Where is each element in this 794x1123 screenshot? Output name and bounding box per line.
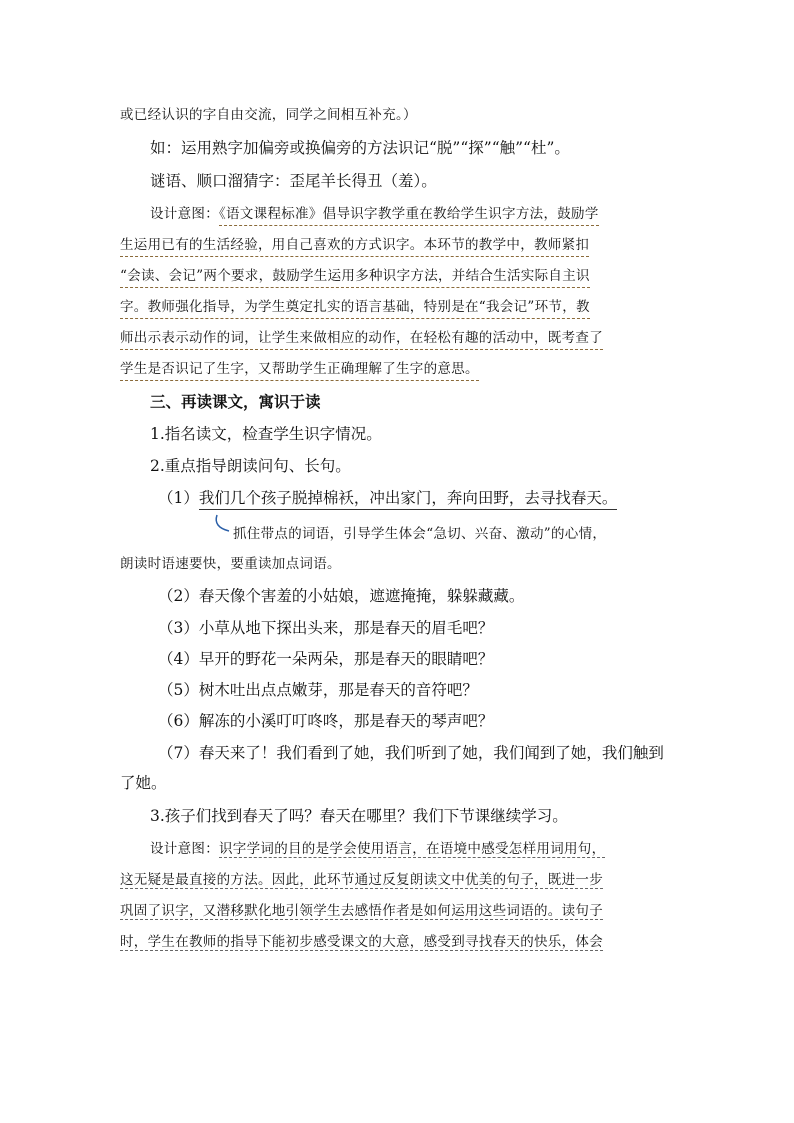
design-intent-line <box>120 296 590 318</box>
sentence-number: （1） <box>158 489 199 507</box>
annotation-line: 抓住带点的词语，引导学生体会“急切、兴奋、激动”的心情， <box>233 526 607 542</box>
text-line: 3.孩子们找到春天了吗？春天在哪里？我们下节课继续学习。 <box>150 807 568 825</box>
design-intent-line <box>120 869 603 891</box>
design-intent-line <box>120 265 590 287</box>
sentence-4: （4）早开的野花一朵两朵，那是春天的眼睛吧？ <box>158 650 494 668</box>
sentence-7-cont: 了她。 <box>120 774 167 792</box>
text-line: 1.指名读文，检查学生识字情况。 <box>150 425 382 443</box>
design-intent-text: 时，学生在教师的指导下能初步感受课文的大意，感受到寻找春天的快乐，体会 <box>120 934 603 950</box>
sentence-3: （3）小草从地下探出头来，那是春天的眉毛吧？ <box>158 619 494 637</box>
design-intent-label: 设计意图： <box>150 841 219 857</box>
design-intent-text: 《语文课程标准》倡导识字教学重在教给学生识字方法，鼓励学 <box>219 206 599 226</box>
text-line: 如：运用熟字加偏旁或换偏旁的方法识记“脱”“探”“触”“杜”。 <box>150 139 570 157</box>
section-heading: 三、再读课文，寓识于读 <box>150 392 321 411</box>
design-intent-text: 识字学词的目的是学会使用语言，在语境中感受怎样用词用句， <box>219 841 606 857</box>
design-intent-line <box>120 931 603 953</box>
sentence-1 <box>158 487 617 509</box>
design-intent-text: “会读、会记”两个要求，鼓励学生运用多种识字方法，并结合生活实际自主识 <box>120 268 590 288</box>
curved-bracket-icon <box>211 513 231 535</box>
design-intent-text: 巩固了识字，又潜移默化地引领学生去感悟作者是如何运用这些词语的。读句子 <box>120 903 603 919</box>
text-line: 2.重点指导朗读问句、长句。 <box>150 457 351 475</box>
text-line: 谜语、顺口溜猜字：歪尾羊长得丑（羞）。 <box>150 172 437 190</box>
design-intent-label: 设计意图： <box>150 206 219 222</box>
text-line: 或已经认识的字自由交流，同学之间相互补充。） <box>120 107 417 123</box>
design-intent-text: 学生是否识记了生字，又帮助学生正确理解了生字的意思。 <box>120 361 479 381</box>
sentence-6: （6）解冻的小溪叮叮咚咚，那是春天的琴声吧？ <box>158 712 494 730</box>
design-intent-line <box>120 358 479 380</box>
sentence-7: （7）春天来了！我们看到了她，我们听到了她，我们闻到了她，我们触到 <box>158 744 664 762</box>
sentence-5: （5）树木吐出点点嫩芽，那是春天的音符吧？ <box>158 681 478 699</box>
design-intent-text: 字。教师强化指导，为学生奠定扎实的语言基础，特别是在“我会记”环节，教 <box>120 299 590 319</box>
design-intent-line <box>150 203 599 225</box>
design-intent-text: 生运用已有的生活经验，用自己喜欢的方式识字。本环节的教学中，教师紧扣 <box>120 237 589 257</box>
sentence-text: 我们几个孩子脱掉棉袄，冲出家门，奔向田野，去寻找春天。 <box>199 489 618 510</box>
annotation-line: 朗读时语速要快，要重读加点词语。 <box>120 556 341 572</box>
design-intent-line <box>120 327 603 349</box>
sentence-2: （2）春天像个害羞的小姑娘，遮遮掩掩，躲躲藏藏。 <box>158 587 525 605</box>
design-intent-line <box>150 838 605 860</box>
design-intent-line <box>120 900 603 922</box>
design-intent-text: 这无疑是最直接的方法。因此，此环节通过反复朗读文中优美的句子，既进一步 <box>120 872 603 888</box>
design-intent-text: 师出示表示动作的词，让学生来做相应的动作，在轻松有趣的活动中，既考查了 <box>120 330 603 350</box>
design-intent-line <box>120 234 589 256</box>
